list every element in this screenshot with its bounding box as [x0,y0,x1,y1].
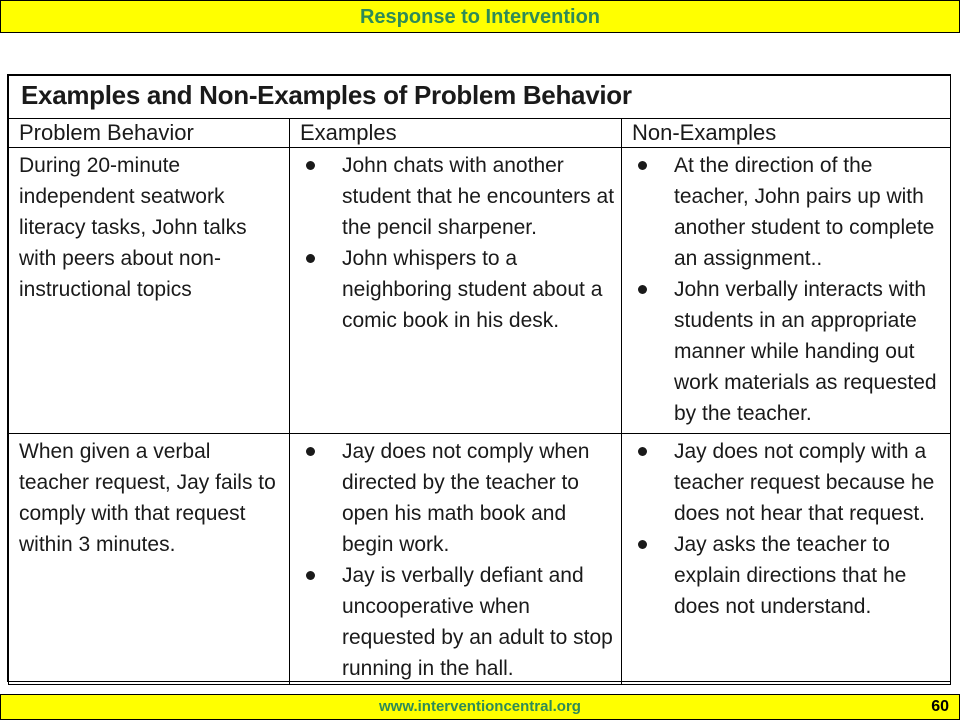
column-header-problem-behavior: Problem Behavior [9,119,290,148]
column-header-examples: Examples [290,119,622,148]
problem-behavior-cell: During 20-minute independent seatwork literacy tasks, John talks with peers about non-instructional topics [9,148,290,434]
table-title-row [9,76,951,119]
list-item-text: John verbally interacts with students in an appropriate manner while handing out work materials as requested by the teacher. [674,278,937,425]
header-title: Response to Intervention [359,5,601,28]
examples-cell [290,148,622,434]
examples-list [290,148,621,336]
footer-banner [0,694,960,720]
list-item-text: Jay does not comply with a teacher request because he does not hear that request. [674,440,935,525]
examples-cell [290,434,622,685]
table-title: Examples and Non-Examples of Problem Behavior [21,80,632,110]
list-item [290,560,617,684]
list-item-text: Jay asks the teacher to explain directions that he does not understand. [674,533,907,618]
table-header-row [9,119,951,148]
bullet-icon [306,571,315,580]
non-examples-list [622,148,950,429]
bullet-icon [306,447,315,456]
bullet-icon [638,447,647,456]
list-item-text: At the direction of the teacher, John pairs up with another student to complete an assignment.. [674,154,935,270]
page-number: 60 [931,698,949,715]
table-title-cell [9,76,951,119]
list-item-text: Jay is verbally defiant and uncooperative when requested by an adult to stop running in the hall. [342,564,613,680]
list-item [622,436,946,529]
column-header-non-examples: Non-Examples [622,119,951,148]
non-examples-cell [622,148,951,434]
bullet-icon [306,161,315,170]
list-item [290,243,617,336]
non-examples-cell [622,434,951,685]
list-item [290,436,617,560]
bullet-icon [638,540,647,549]
content-frame [7,74,951,682]
bullet-icon [638,285,647,294]
non-examples-list [622,434,950,622]
list-item [622,529,946,622]
footer-url-link[interactable]: www.interventioncentral.org [379,698,581,715]
list-item [622,150,946,274]
behavior-table [8,75,951,685]
list-item [622,274,946,429]
list-item-text: John whispers to a neighboring student about a comic book in his desk. [342,247,603,332]
table-row [9,434,951,685]
table-row [9,148,951,434]
problem-behavior-cell: When given a verbal teacher request, Jay fails to comply with that request within 3 minutes. [9,434,290,685]
header-banner [0,0,960,33]
list-item [290,150,617,243]
list-item-text: John chats with another student that he encounters at the pencil sharpener. [342,154,615,239]
bullet-icon [306,254,315,263]
list-item-text: Jay does not comply when directed by the teacher to open his math book and begin work. [342,440,590,556]
bullet-icon [638,161,647,170]
examples-list [290,434,621,684]
